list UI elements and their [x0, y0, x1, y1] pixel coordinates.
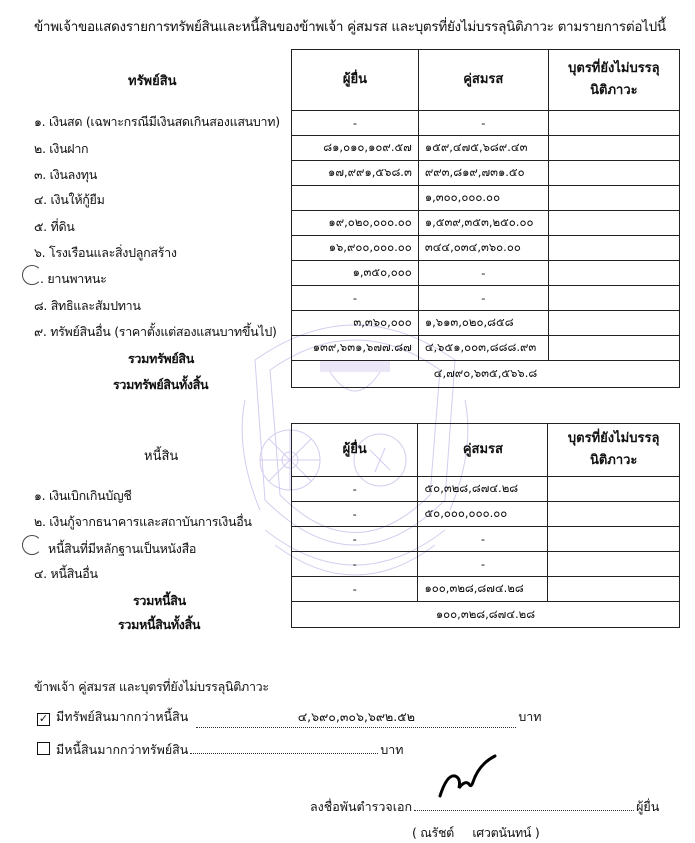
- cell-spouse: ๓๔๔,๐๓๔,๓๖๐.๐๐: [418, 236, 548, 261]
- liabilities-grand-total: ๑๐๐,๓๒๘,๘๗๔.๒๘: [292, 602, 680, 628]
- assets-grand-total: ๔,๗๙๐,๖๓๕,๕๖๖.๘: [292, 361, 680, 388]
- cell-child: [548, 527, 680, 552]
- cell-spouse: ๑๕๙,๔๗๕,๖๘๙.๔๓: [418, 136, 548, 161]
- assets-total-child: [548, 336, 679, 361]
- assets-heading: ทรัพย์สิน: [128, 74, 177, 89]
- table-row: [292, 136, 680, 161]
- signature-blank: [414, 810, 634, 811]
- cell-filer: ๘๑,๐๑๐,๑๐๙.๕๗: [292, 136, 419, 161]
- assets-total-filer: ๑๓๙,๖๓๑,๖๗๗.๘๗: [292, 336, 419, 361]
- assets-total-row: [292, 336, 680, 361]
- col-header-child-line1: บุตรที่ยังไม่บรรลุ: [568, 61, 660, 76]
- col-header-child: [548, 50, 679, 111]
- liabilities-more-label: มีหนี้สินมากกว่าทรัพย์สิน: [56, 742, 189, 757]
- cell-spouse: ๑,๓๐๐,๐๐๐.๐๐: [418, 186, 548, 211]
- cell-filer: ๑๙,๐๒๐,๐๐๐.๐๐: [292, 211, 419, 236]
- col-header-spouse: คู่สมรส: [418, 50, 548, 111]
- cell-spouse: ๕๐,๐๐๐,๐๐๐.๐๐: [418, 502, 548, 527]
- cell-spouse: ๙๙๓,๘๑๙,๗๓๑.๕๐: [418, 161, 548, 186]
- cell-child: [548, 186, 679, 211]
- cell-filer: ๑๗,๙๙๑,๕๖๘.๓: [292, 161, 419, 186]
- cell-filer: -: [292, 552, 418, 577]
- hand-circle-mark: [22, 265, 42, 285]
- liabilities-more-checkbox[interactable]: [37, 742, 50, 755]
- table-row: [292, 261, 680, 286]
- assets-more-checkbox[interactable]: ✓: [38, 712, 49, 725]
- cell-spouse: ๑,๖๑๓,๐๒๐,๘๕๘: [418, 311, 548, 336]
- liability-label-3: หนี้สินที่มีหลักฐานเป็นหนังสือ: [48, 541, 197, 556]
- asset-label-2: ๒. เงินฝาก: [34, 141, 89, 156]
- signer-name: ( ณรัชต์ เศวตนันทน์ ): [412, 825, 540, 840]
- liability-label-2: ๒. เงินกู้จากธนาคารและสถาบันการเงินอื่น: [34, 514, 252, 529]
- cell-spouse: -: [418, 111, 548, 136]
- cell-child: [548, 286, 679, 311]
- col-header-child-line2: นิติภาวะ: [590, 83, 638, 98]
- assets-total-spouse: ๔,๖๕๑,๐๐๓,๘๘๘.๙๓: [418, 336, 548, 361]
- cell-child: [548, 236, 679, 261]
- cell-child: [548, 502, 680, 527]
- col-header-spouse: คู่สมรส: [418, 424, 548, 477]
- liabilities-total-row: [292, 577, 680, 602]
- cell-spouse: -: [418, 527, 548, 552]
- table-row: [292, 502, 680, 527]
- table-row: [292, 477, 680, 502]
- assets-grand-total-label: รวมทรัพย์สินทั้งสิ้น: [113, 377, 209, 392]
- col-header-filer: ผู้ยื่น: [292, 424, 418, 477]
- liabilities-heading: หนี้สิน: [144, 449, 179, 464]
- assets-more-label: มีทรัพย์สินมากกว่าหนี้สิน: [56, 709, 189, 724]
- cell-spouse: ๑,๕๓๙,๓๕๓,๒๕๐.๐๐: [418, 211, 548, 236]
- intro-text: ข้าพเจ้าขอแสดงรายการทรัพย์สินและหนี้สินของข้าพเจ้า คู่สมรส และบุตรที่ยังไม่บรรลุนิติภาวะ ตามรายการต่อไปนี้: [34, 19, 666, 35]
- signature-line: [310, 797, 659, 817]
- cell-spouse: ๕๐,๓๒๘,๘๗๔.๒๘: [418, 477, 548, 502]
- cell-spouse: -: [418, 261, 548, 286]
- cell-child: [548, 477, 680, 502]
- asset-label-9: ๙. ทรัพย์สินอื่น (ราคาตั้งแต่สองแสนบาทขึ้นไป): [34, 324, 277, 339]
- cell-child: [548, 136, 679, 161]
- cell-child: [548, 552, 680, 577]
- cell-filer: ๑,๓๕๐,๐๐๐: [292, 261, 419, 286]
- col-header-filer: ผู้ยื่น: [292, 50, 419, 111]
- liabilities-total-filer: -: [292, 577, 418, 602]
- liabilities-table: [291, 423, 680, 628]
- cell-child: [548, 311, 679, 336]
- cell-filer: -: [292, 527, 418, 552]
- liability-label-1: ๑. เงินเบิกเกินบัญชี: [34, 488, 132, 503]
- table-row: [292, 211, 680, 236]
- liabilities-more-unit: บาท: [380, 742, 404, 757]
- asset-label-4: ๔. เงินให้กู้ยืม: [34, 192, 105, 207]
- liabilities-total-child: [548, 577, 680, 602]
- table-row: [292, 286, 680, 311]
- assets-more-unit: บาท: [518, 709, 542, 724]
- asset-label-1: ๑. เงินสด (เฉพาะกรณีมีเงินสดเกินสองแสนบาท): [34, 114, 280, 129]
- liability-label-4: ๔. หนี้สินอื่น: [34, 566, 98, 581]
- signature-suffix: ผู้ยื่น: [636, 799, 660, 814]
- table-row: [292, 527, 680, 552]
- hand-circle-mark: [22, 535, 42, 555]
- assets-table: [291, 49, 680, 388]
- cell-filer: -: [292, 477, 418, 502]
- cell-child: [548, 161, 679, 186]
- table-row: [292, 311, 680, 336]
- cell-spouse: -: [418, 286, 548, 311]
- cell-filer: ๑๖,๙๐๐,๐๐๐.๐๐: [292, 236, 419, 261]
- liabilities-total-spouse: ๑๐๐,๓๒๘,๘๗๔.๒๘: [418, 577, 548, 602]
- assets-more-value: ๔,๖๙๐,๓๐๖,๖๙๒.๕๒: [196, 707, 516, 728]
- asset-label-7: . ยานพาหนะ: [40, 271, 107, 286]
- asset-label-5: ๕. ที่ดิน: [34, 219, 75, 234]
- cell-filer: [292, 186, 419, 211]
- table-row: [292, 186, 680, 211]
- asset-label-8: ๘. สิทธิและสัมปทาน: [34, 298, 141, 313]
- cell-filer: ๓,๓๖๐,๐๐๐: [292, 311, 419, 336]
- col-header-child-line1: บุตรที่ยังไม่บรรลุ: [567, 431, 660, 446]
- assets-grand-total-row: [292, 361, 680, 388]
- table-row: [292, 236, 680, 261]
- asset-label-3: ๓. เงินลงทุน: [34, 167, 97, 182]
- table-row: [292, 552, 680, 577]
- cell-filer: -: [292, 286, 419, 311]
- table-row: [292, 111, 680, 136]
- cell-child: [548, 261, 679, 286]
- table-row: [292, 161, 680, 186]
- signature-scribble: [435, 752, 505, 802]
- liabilities-grand-total-row: [292, 602, 680, 628]
- signature-prefix: ลงชื่อพันตำรวจเอก: [310, 799, 413, 814]
- cell-child: [548, 111, 679, 136]
- assets-total-label: รวมทรัพย์สิน: [128, 351, 194, 366]
- cell-filer: -: [292, 111, 419, 136]
- col-header-child: [548, 424, 680, 477]
- col-header-child-line2: นิติภาวะ: [589, 453, 638, 468]
- summary-intro: ข้าพเจ้า คู่สมรส และบุตรที่ยังไม่บรรลุนิติภาวะ: [34, 679, 269, 694]
- cell-child: [548, 211, 679, 236]
- option-liabilities-more: [37, 740, 404, 760]
- liabilities-more-value: [190, 753, 378, 754]
- cell-filer: -: [292, 502, 418, 527]
- cell-spouse: -: [418, 552, 548, 577]
- asset-label-6: ๖. โรงเรือนและสิ่งปลูกสร้าง: [34, 245, 177, 260]
- liabilities-grand-total-label: รวมหนี้สินทั้งสิ้น: [118, 617, 201, 632]
- option-assets-more: [37, 707, 542, 728]
- liabilities-total-label: รวมหนี้สิน: [133, 593, 186, 608]
